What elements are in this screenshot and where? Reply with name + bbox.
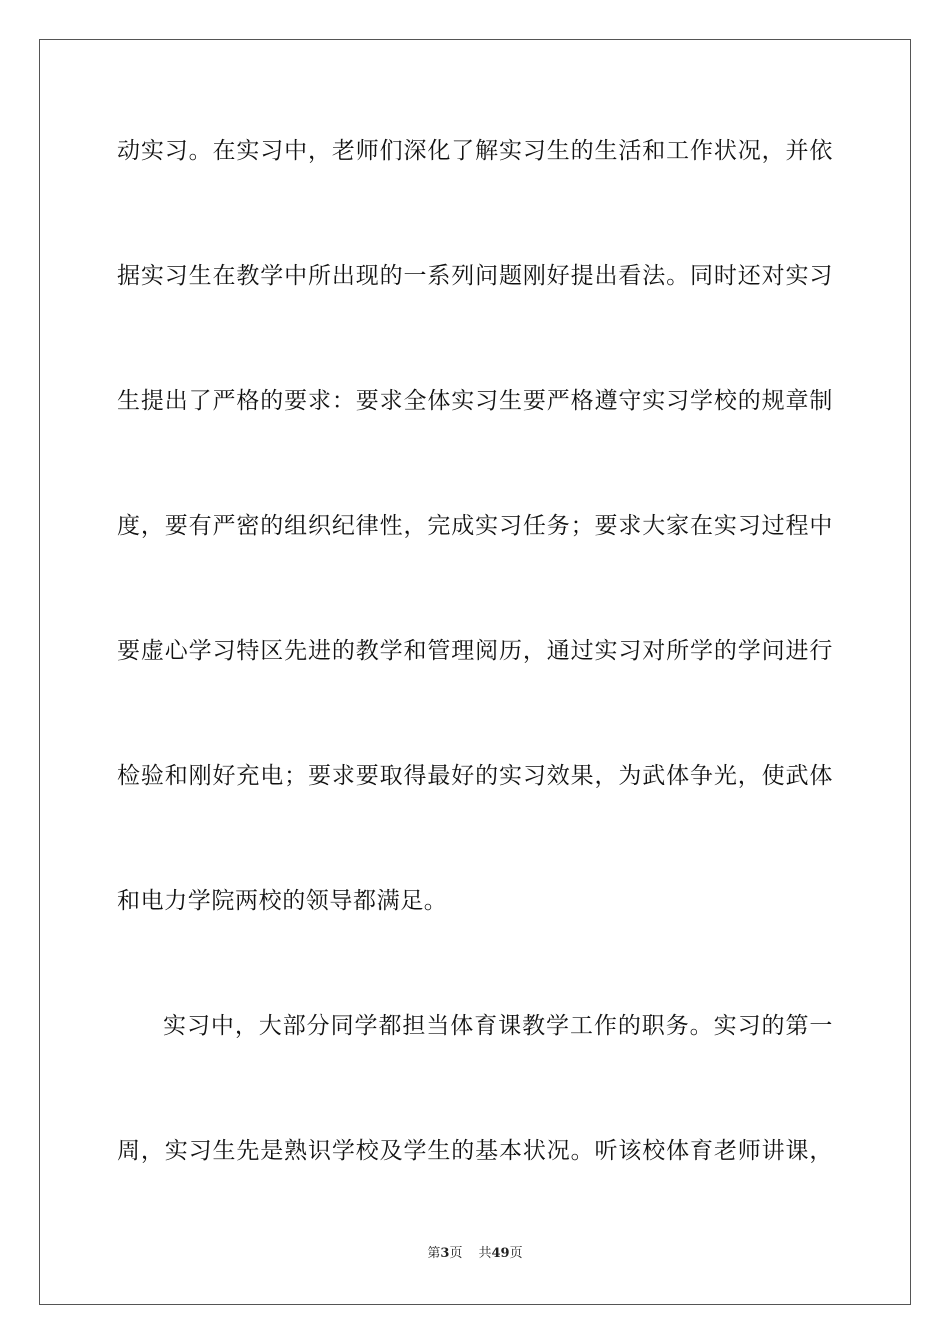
body-line-paragraph-start: 实习中，大部分同学都担当体育课教学工作的职务。实习的第一 [163,1013,833,1039]
body-line: 生提出了严格的要求：要求全体实习生要严格遵守实习学校的规章制 [117,388,833,414]
page-footer [0,1245,950,1263]
total-page-number: 49 [491,1246,510,1261]
current-page-number: 3 [440,1246,450,1261]
body-line: 度，要有严密的组织纪律性，完成实习任务；要求大家在实习过程中 [117,513,833,539]
body-line: 要虚心学习特区先进的教学和管理阅历，通过实习对所学的学问进行 [117,638,833,664]
body-line: 据实习生在教学中所出现的一系列问题刚好提出看法。同时还对实习 [117,263,833,289]
body-line: 周，实习生先是熟识学校及学生的基本状况。听该校体育老师讲课， [117,1138,833,1164]
total-pages-label: 共49页 [478,1246,523,1261]
page-number-label: 第3页 [427,1246,463,1261]
body-line: 检验和刚好充电；要求要取得最好的实习效果，为武体争光，使武体 [117,763,833,789]
body-line: 和电力学院两校的领导都满足。 [117,888,448,914]
page-border [39,39,911,1305]
body-line: 动实习。在实习中，老师们深化了解实习生的生活和工作状况，并依 [117,138,833,164]
